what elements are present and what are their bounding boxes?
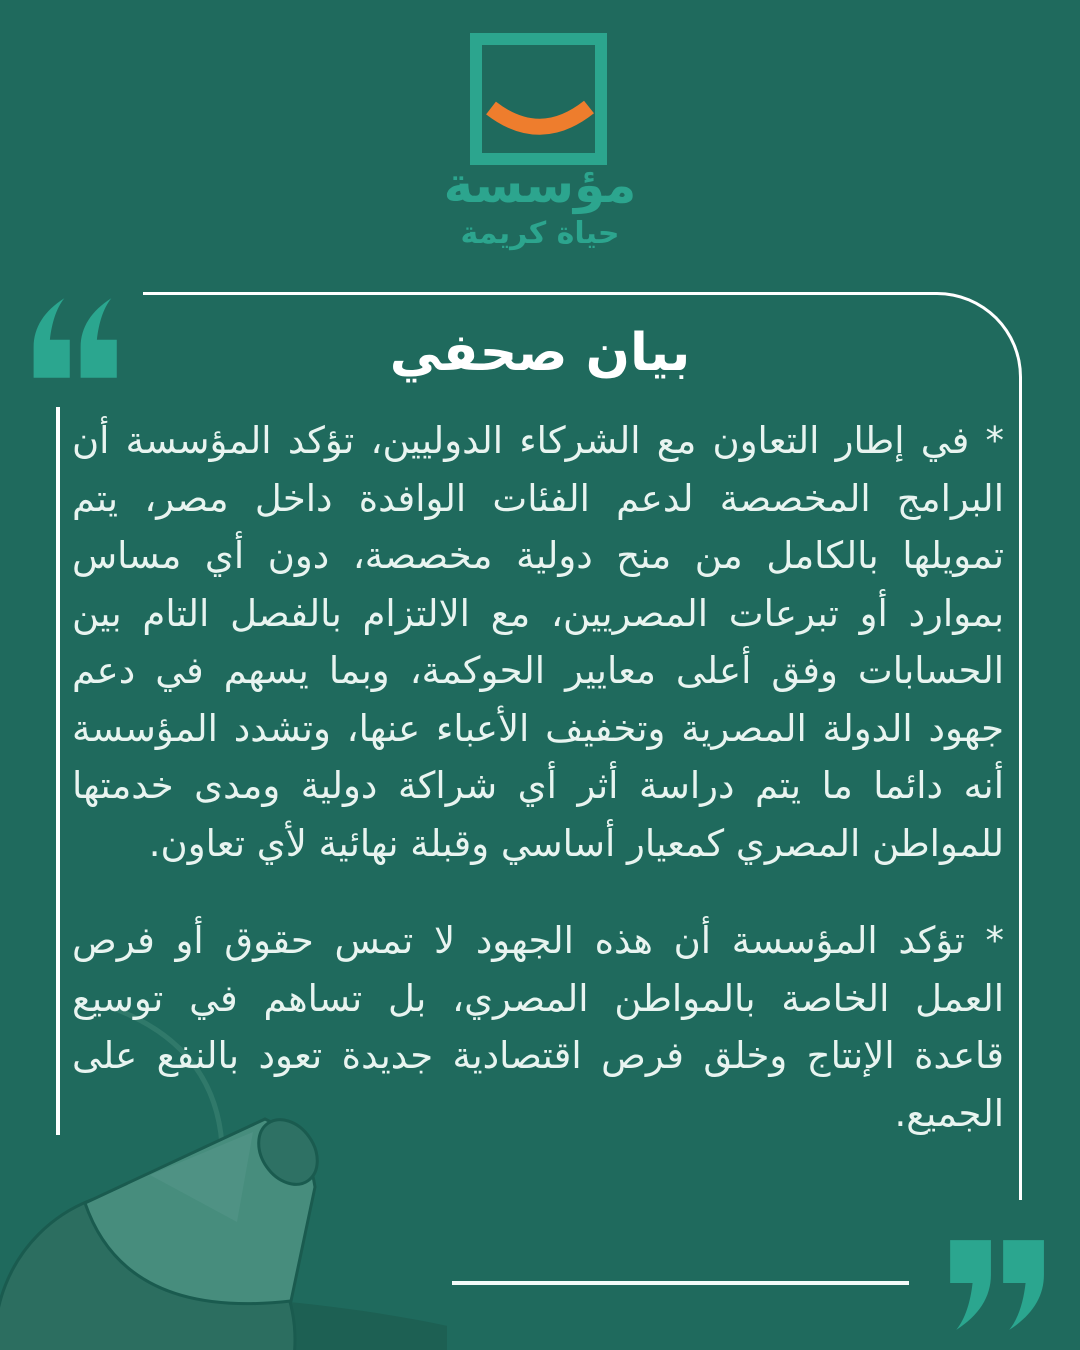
paragraph-1: * في إطار التعاون مع الشركاء الدوليين، تؤكد المؤسسة أن البرامج المخصصة لدعم الفئات الوافدة داخل مصر، يتم تمويلها بالكامل من منح دولية مخصصة، دون أي مساس بموارد أو تبرعات المصريين، مع الالتزام بالفصل التام بين الحسابات وفق أعلى معايير الحوكمة، وبما يسهم في دعم جهود الدولة المصرية وتخفيف الأعباء عنها، وتشدد المؤسسة أنه دائما ما يتم دراسة أثر أي شراكة دولية ومدى خدمتها للمواطن المصري كمعيار أساسي وقبلة نهائية لأي تعاون. [72, 419, 1004, 865]
brand-name-line2: حياة كريمة [460, 216, 620, 251]
paragraph-2: * تؤكد المؤسسة أن هذه الجهود لا تمس حقوق أو فرص العمل الخاصة بالمواطن المصري، بل تساهم في توسيع قاعدة الإنتاج وخلق فرص اقتصادية جديدة تعود بالنفع على الجميع. [72, 919, 1004, 1135]
brand-name-line1: مؤسسة [443, 156, 637, 214]
bottom-divider-line [452, 1281, 909, 1285]
press-release-title: بيان صحفي [389, 323, 691, 383]
smile-icon [486, 100, 594, 144]
close-quote-icon [942, 1238, 1048, 1332]
frame-left-border [56, 407, 60, 1135]
press-release-body [72, 412, 1004, 1142]
logo-square-icon [470, 33, 607, 165]
